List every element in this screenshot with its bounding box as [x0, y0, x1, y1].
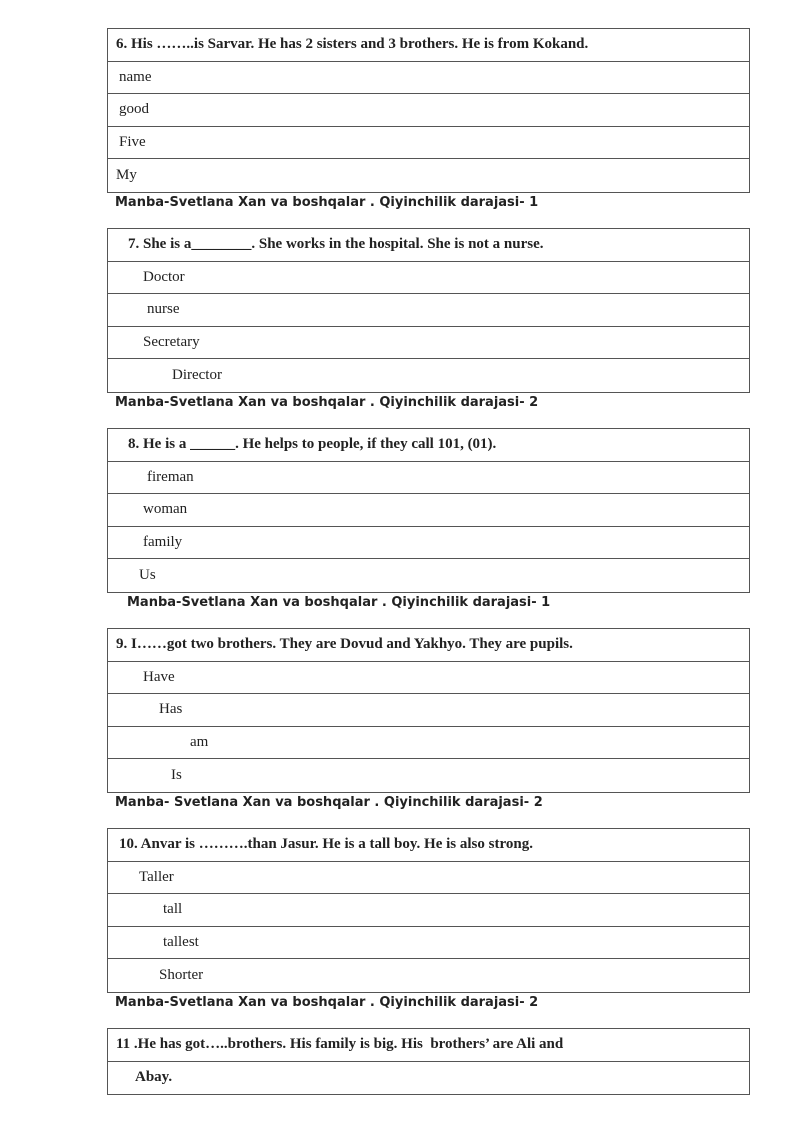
question-6-table — [107, 28, 750, 193]
question-7-option-1[interactable]: Doctor — [108, 262, 749, 295]
question-6-option-2[interactable]: good — [108, 94, 749, 127]
question-8-option-3[interactable]: family — [108, 527, 749, 560]
question-9-option-1[interactable]: Have — [108, 662, 749, 695]
question-6-source: Manba-Svetlana Xan va boshqalar . Qiyinchilik darajasi- 1 — [115, 195, 539, 210]
question-10-option-1[interactable]: Taller — [108, 862, 749, 895]
question-6-option-1[interactable]: name — [108, 62, 749, 95]
question-9-option-2[interactable]: Has — [108, 694, 749, 727]
question-8-option-1[interactable]: fireman — [108, 462, 749, 495]
question-10-option-2[interactable]: tall — [108, 894, 749, 927]
question-10-table — [107, 828, 750, 993]
question-11-continuation: Abay. — [135, 1069, 173, 1086]
question-7-text: 7. She is a________. She works in the hospital. She is not a nurse. — [108, 229, 749, 262]
question-8-text: 8. He is a ______. He helps to people, if they call 101, (01). — [108, 429, 749, 462]
question-7-table — [107, 228, 750, 393]
question-7-source: Manba-Svetlana Xan va boshqalar . Qiyinchilik darajasi- 2 — [115, 395, 539, 410]
question-9-option-3[interactable]: am — [108, 727, 749, 760]
question-11-table — [107, 1028, 750, 1095]
question-6-text: 6. His ……..is Sarvar. He has 2 sisters and 3 brothers. He is from Kokand. — [108, 29, 749, 62]
question-10-source: Manba-Svetlana Xan va boshqalar . Qiyinchilik darajasi- 2 — [115, 995, 539, 1010]
question-6-option-3[interactable]: Five — [108, 127, 749, 160]
question-9-table — [107, 628, 750, 793]
question-10-text: 10. Anvar is ……….than Jasur. He is a tall boy. He is also strong. — [108, 829, 749, 862]
question-8-option-2[interactable]: woman — [108, 494, 749, 527]
question-8-table — [107, 428, 750, 593]
question-8-source: Manba-Svetlana Xan va boshqalar . Qiyinchilik darajasi- 1 — [127, 595, 551, 610]
question-7-option-4[interactable]: Director — [172, 367, 222, 384]
question-10-option-4[interactable]: Shorter — [159, 967, 204, 984]
question-7-option-3[interactable]: Secretary — [108, 327, 749, 360]
question-10-option-3[interactable]: tallest — [108, 927, 749, 960]
question-9-source: Manba- Svetlana Xan va boshqalar . Qiyinchilik darajasi- 2 — [115, 795, 543, 810]
question-7-option-2[interactable]: nurse — [108, 294, 749, 327]
question-8-option-4[interactable]: Us — [139, 567, 156, 584]
question-9-text: 9. I……got two brothers. They are Dovud and Yakhyo. They are pupils. — [108, 629, 749, 662]
question-9-option-4[interactable]: Is — [171, 767, 182, 784]
question-11-text: 11 .He has got…..brothers. His family is big. His brothers’ are Ali and — [108, 1029, 749, 1062]
question-6-option-4[interactable]: My — [116, 167, 137, 184]
